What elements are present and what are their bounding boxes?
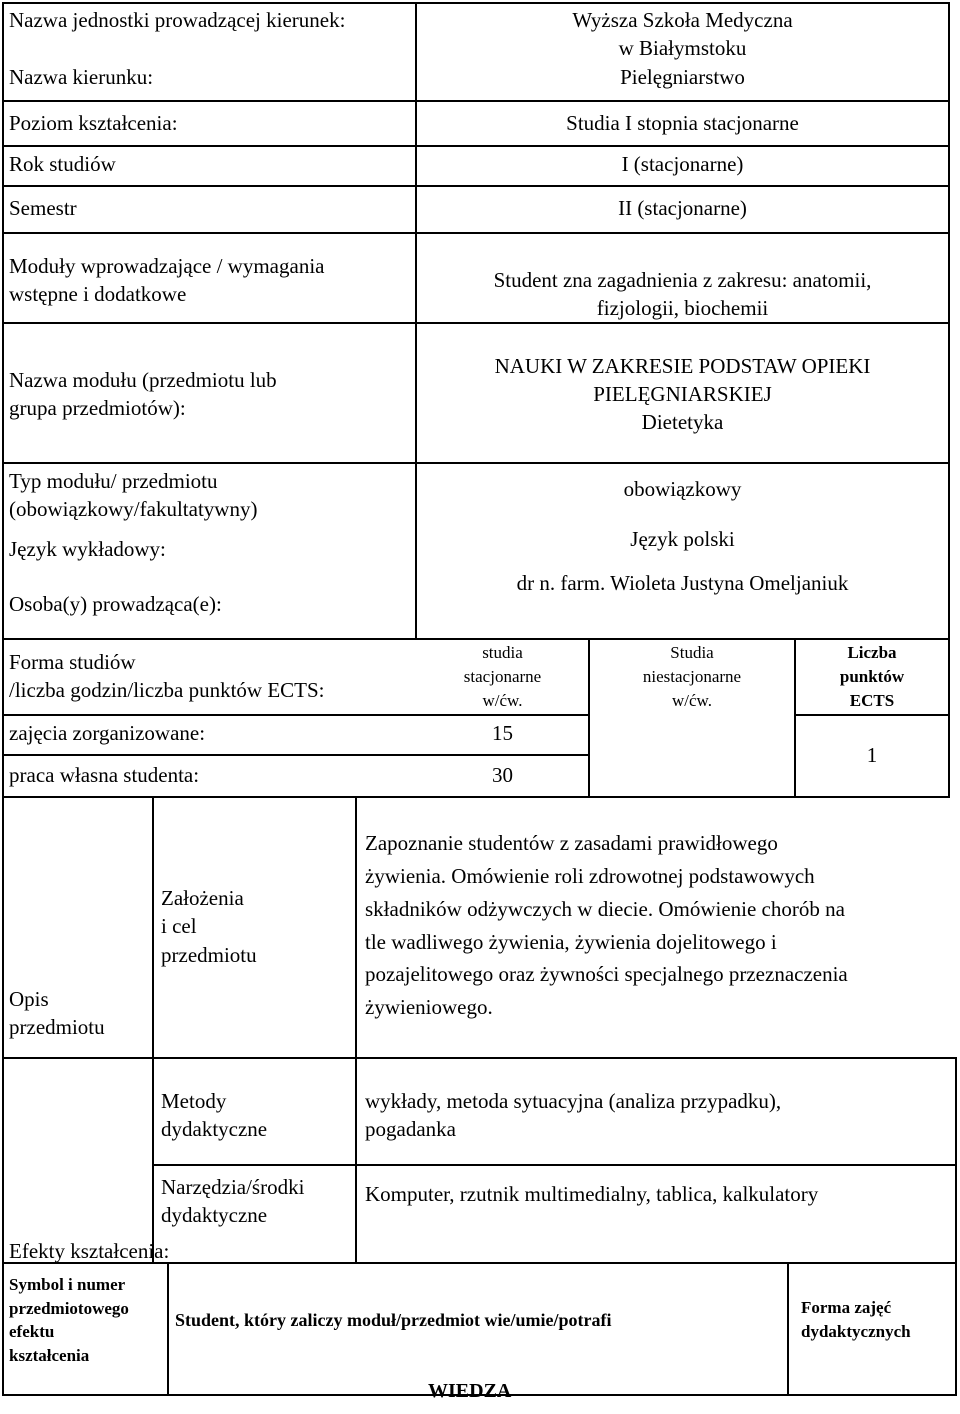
module-label-line2: grupa przedmiotów): <box>9 396 186 420</box>
methods-text-line1: wykłady, metoda sytuacyjna (analiza przypadku), <box>365 1089 782 1113</box>
methods-label-line1: Metody <box>161 1089 227 1113</box>
col-nonstationary-3: w/ćw. <box>672 691 712 710</box>
module-value-line1: NAUKI W ZAKRESIE PODSTAW OPIEKI <box>494 354 871 378</box>
field-value: Pielęgniarstwo <box>620 65 745 89</box>
year-value: I (stacjonarne) <box>621 152 744 176</box>
col-stationary-2: stacjonarne <box>463 667 542 686</box>
description-label-line1: Opis <box>9 987 49 1011</box>
year-label: Rok studiów <box>9 152 116 176</box>
goals-text-line: składników odżywczych w diecie. Omówienie chorób na <box>365 897 845 921</box>
field-label: Nazwa kierunku: <box>9 65 154 89</box>
outcome-symbol-line2: przedmiotowego <box>9 1299 129 1318</box>
unit-value-line2: w Białymstoku <box>618 36 747 60</box>
prereq-value-line2: fizjologii, biochemii <box>596 296 769 320</box>
teacher-value: dr n. farm. Wioleta Justyna Omeljaniuk <box>516 571 849 595</box>
tools-text: Komputer, rzutnik multimedialny, tablica, kalkulatory <box>365 1182 819 1206</box>
col-ects-2: punktów <box>839 667 905 686</box>
type-value: obowiązkowy <box>623 477 742 501</box>
tools-label-line1: Narzędzia/środki <box>161 1175 305 1199</box>
col-nonstationary-2: niestacjonarne <box>642 667 742 686</box>
organized-value: 15 <box>492 721 513 745</box>
prereq-label-line2: wstępne i dodatkowe <box>9 282 187 306</box>
tools-label-line2: dydaktyczne <box>161 1203 268 1227</box>
goals-text-line: żywienia. Omówienie roli zdrowotnej podstawowych <box>365 864 815 888</box>
outcome-form-line1: Forma zajęć <box>801 1298 892 1317</box>
outcome-student-header: Student, który zaliczy moduł/przedmiot wie/umie/potrafi <box>175 1310 612 1330</box>
type-label-line1: Typ modułu/ przedmiotu <box>9 469 218 493</box>
outcomes-label: Efekty kształcenia: <box>9 1239 170 1263</box>
methods-label-line2: dydaktyczne <box>161 1117 268 1141</box>
description-label-line2: przedmiotu <box>9 1015 105 1039</box>
organized-label: zajęcia zorganizowane: <box>9 721 206 745</box>
semester-value: II (stacjonarne) <box>618 196 747 220</box>
col-ects-1: Liczba <box>847 643 897 662</box>
unit-value-line1: Wyższa Szkoła Medyczna <box>572 8 793 32</box>
type-label-line2: (obowiązkowy/fakultatywny) <box>9 497 258 521</box>
level-label: Poziom kształcenia: <box>9 111 178 135</box>
semester-label: Semestr <box>9 196 77 220</box>
outcome-symbol-line4: kształcenia <box>9 1346 90 1365</box>
self-work-label: praca własna studenta: <box>9 763 200 787</box>
self-work-value: 30 <box>492 763 513 787</box>
unit-label-text: Nazwa jednostki prowadzącej kierunek: <box>9 8 346 32</box>
module-value-line3: Dietetyka <box>641 410 724 434</box>
col-nonstationary-1: Studia <box>670 643 714 662</box>
goals-text-line: Zapoznanie studentów z zasadami prawidłowego <box>365 831 778 855</box>
form-label-line2: /liczba godzin/liczba punktów ECTS: <box>9 678 325 702</box>
col-ects-3: ECTS <box>849 691 895 710</box>
module-label-line1: Nazwa modułu (przedmiotu lub <box>9 368 277 392</box>
module-value-line2: PIELĘGNIARSKIEJ <box>593 382 772 406</box>
outcome-form-line2: dydaktycznych <box>801 1322 911 1341</box>
outcome-symbol-line1: Symbol i numer <box>9 1275 126 1294</box>
prereq-label-line1: Moduły wprowadzające / wymagania <box>9 254 325 278</box>
form-label-line1: Forma studiów <box>9 650 136 674</box>
outcome-symbol-line3: efektu <box>9 1322 55 1341</box>
prereq-value-line1: Student zna zagadnienia z zakresu: anatomii, <box>493 268 872 292</box>
goals-text-line: żywieniowego. <box>365 995 493 1019</box>
teacher-label: Osoba(y) prowadząca(e): <box>9 592 222 616</box>
unit-label <box>9 6 409 34</box>
goals-text-line: tle wadliwego żywienia, żywienia dojelitowego i <box>365 930 777 954</box>
col-stationary-3: w/ćw. <box>482 691 523 710</box>
language-label: Język wykładowy: <box>9 537 166 561</box>
level-value: Studia I stopnia stacjonarne <box>566 111 799 135</box>
ects-value: 1 <box>866 743 878 767</box>
col-stationary-1: studia <box>482 643 523 662</box>
methods-text-line2: pogadanka <box>365 1117 456 1141</box>
language-value: Język polski <box>630 527 735 551</box>
goals-text-line: pozajelitowego oraz żywności specjalnego przeznaczenia <box>365 962 848 986</box>
goals-label-line1: Założenia <box>161 886 244 910</box>
knowledge-section-title: WIEDZA <box>428 1380 512 1402</box>
goals-label-line3: przedmiotu <box>161 943 257 967</box>
goals-label-line2: i cel <box>161 914 197 938</box>
